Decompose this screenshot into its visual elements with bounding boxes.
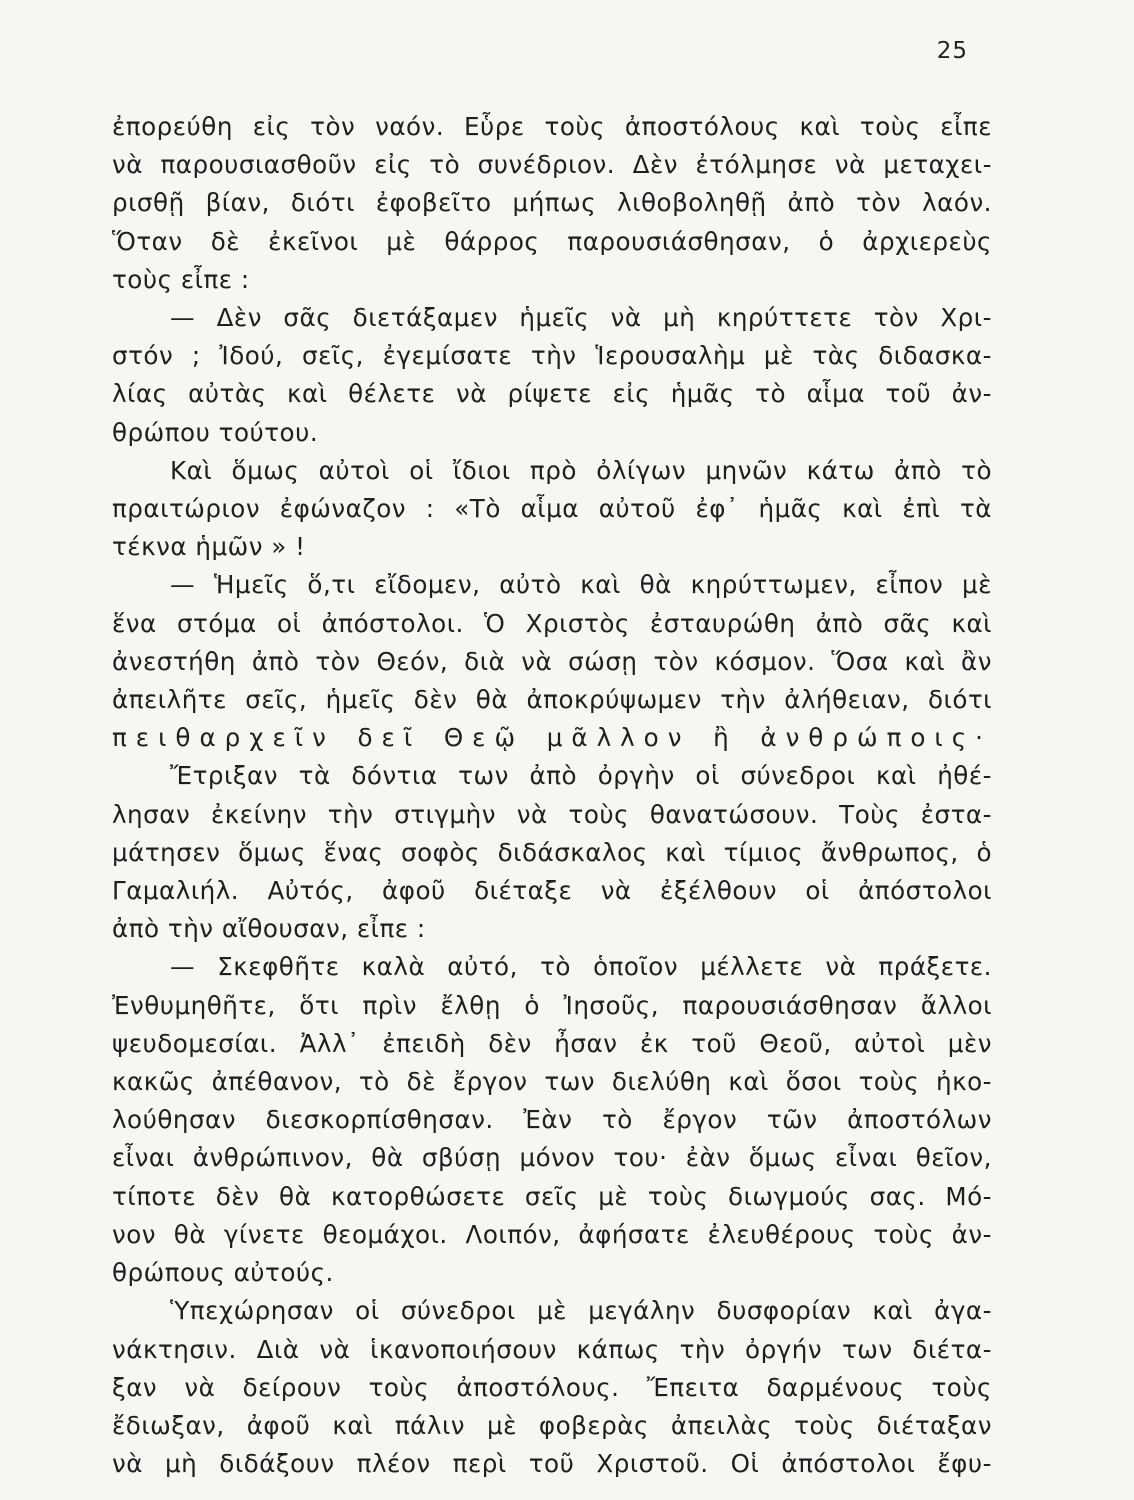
text-line: Ἔτριξαν τὰ δόντια των ἀπὸ ὀργὴν οἱ σύνεδροι καὶ ἠθέ- — [170, 761, 992, 791]
text-line: θρώπου τούτου. — [112, 417, 319, 447]
text-line: τίποτε δὲν θὰ κατορθώσετε σεῖς μὲ τοὺς διωγμούς σας. Μό- — [112, 1181, 992, 1211]
text-line: — Ἡμεῖς ὅ,τι εἴδομεν, αὐτὸ καὶ θὰ κηρύττωμεν, εἶπον μὲ — [170, 570, 992, 600]
text-line: ρισθῇ βίαν, διότι ἐφοβεῖτο μήπως λιθοβοληθῇ ἀπὸ τὸν λαόν. — [112, 188, 992, 218]
text-line: Γαμαλιήλ. Αὐτός, ἀφοῦ διέταξε νὰ ἐξέλθουν οἱ ἀπόστολοι — [112, 876, 992, 906]
text-line: ξαν νὰ δείρουν τοὺς ἀποστόλους. Ἔπειτα δαρμένους τοὺς — [112, 1372, 992, 1402]
text-line: ἀπειλῆτε σεῖς, ἡμεῖς δὲν θὰ ἀποκρύψωμεν τὴν ἀλήθειαν, διότι — [112, 685, 992, 715]
text-line: θρώπους αὐτούς. — [112, 1258, 334, 1288]
text-line: λούθησαν διεσκορπίσθησαν. Ἐὰν τὸ ἔργον τῶν ἀποστόλων — [112, 1105, 992, 1135]
text-line: στόν ; Ἰδού, σεῖς, ἐγεμίσατε τὴν Ἱερουσαλὴμ μὲ τὰς διδασκα- — [112, 341, 992, 371]
text-line: τοὺς εἶπε : — [112, 264, 250, 294]
text-line: — Δὲν σᾶς διετάξαμεν ἡμεῖς νὰ μὴ κηρύττετε τὸν Χρι- — [170, 303, 992, 333]
text-line: νὰ παρουσιασθοῦν εἰς τὸ συνέδριον. Δὲν ἐτόλμησε νὰ μεταχει- — [112, 150, 992, 180]
text-line: ἀνεστήθη ἀπὸ τὸν Θεόν, διὰ νὰ σώσῃ τὸν κόσμον. Ὅσα καὶ ἂν — [112, 646, 992, 676]
text-line: λίας αὐτὰς καὶ θέλετε νὰ ρίψετε εἰς ἡμᾶς τὸ αἷμα τοῦ ἀν- — [112, 379, 992, 409]
text-line: πραιτώριον ἐφώναζον : «Τὸ αἷμα αὐτοῦ ἐφ᾽ ἡμᾶς καὶ ἐπὶ τὰ — [112, 494, 992, 524]
text-line: νάκτησιν. Διὰ νὰ ἱκανοποιήσουν κάπως τὴν ὀργήν των διέτα- — [112, 1334, 992, 1364]
body-text — [112, 108, 992, 1483]
text-line: πειθαρχεῖν δεῖ Θεῷ μᾶλλον ἢ ἀνθρώποις· — [112, 723, 992, 753]
text-line: Ὅταν δὲ ἐκεῖνοι μὲ θάρρος παρουσιάσθησαν, ὁ ἀρχιερεὺς — [112, 226, 992, 256]
text-line: μάτησεν ὅμως ἕνας σοφὸς διδάσκαλος καὶ τίμιος ἄνθρωπος, ὁ — [112, 837, 992, 867]
text-line: — Σκεφθῆτε καλὰ αὐτό, τὸ ὁποῖον μέλλετε νὰ πράξετε. — [170, 952, 992, 982]
text-line: ἀπὸ τὴν αἴθουσαν, εἶπε : — [112, 914, 426, 944]
text-line: ψευδομεσίαι. Ἀλλ᾽ ἐπειδὴ δὲν ἦσαν ἐκ τοῦ Θεοῦ, αὐτοὶ μὲν — [112, 1028, 992, 1058]
text-line: εἶναι ἀνθρώπινον, θὰ σβύσῃ μόνον του· ἐὰν ὅμως εἶναι θεῖον, — [112, 1143, 992, 1173]
text-line: λησαν ἐκείνην τὴν στιγμὴν νὰ τοὺς θανατώσουν. Τοὺς ἐστα- — [112, 799, 992, 829]
text-line: νὰ μὴ διδάξουν πλέον περὶ τοῦ Χριστοῦ. Οἱ ἀπόστολοι ἔφυ- — [112, 1449, 992, 1479]
page-number: 25 — [936, 38, 968, 64]
text-line: ἐπορεύθη εἰς τὸν ναόν. Εὗρε τοὺς ἀποστόλους καὶ τοὺς εἶπε — [112, 112, 992, 141]
text-line: ἔδιωξαν, ἀφοῦ καὶ πάλιν μὲ φοβερὰς ἀπειλὰς τοὺς διέταξαν — [112, 1410, 992, 1440]
text-line: Ἐνθυμηθῆτε, ὅτι πρὶν ἔλθῃ ὁ Ἰησοῦς, παρουσιάσθησαν ἄλλοι — [112, 990, 992, 1020]
text-line: Καὶ ὅμως αὐτοὶ οἱ ἴδιοι πρὸ ὀλίγων μηνῶν κάτω ἀπὸ τὸ — [170, 455, 992, 485]
text-line: Ὑπεχώρησαν οἱ σύνεδροι μὲ μεγάλην δυσφορίαν καὶ ἀγα- — [170, 1296, 992, 1326]
text-line: ἕνα στόμα οἱ ἀπόστολοι. Ὁ Χριστὸς ἐσταυρώθη ἀπὸ σᾶς καὶ — [112, 608, 992, 638]
text-line: κακῶς ἀπέθανον, τὸ δὲ ἔργον των διελύθη καὶ ὅσοι τοὺς ἠκο- — [112, 1067, 992, 1097]
text-line: τέκνα ἡμῶν » ! — [112, 532, 306, 562]
text-line: νον θὰ γίνετε θεομάχοι. Λοιπόν, ἀφήσατε ἐλευθέρους τοὺς ἀν- — [112, 1219, 992, 1249]
